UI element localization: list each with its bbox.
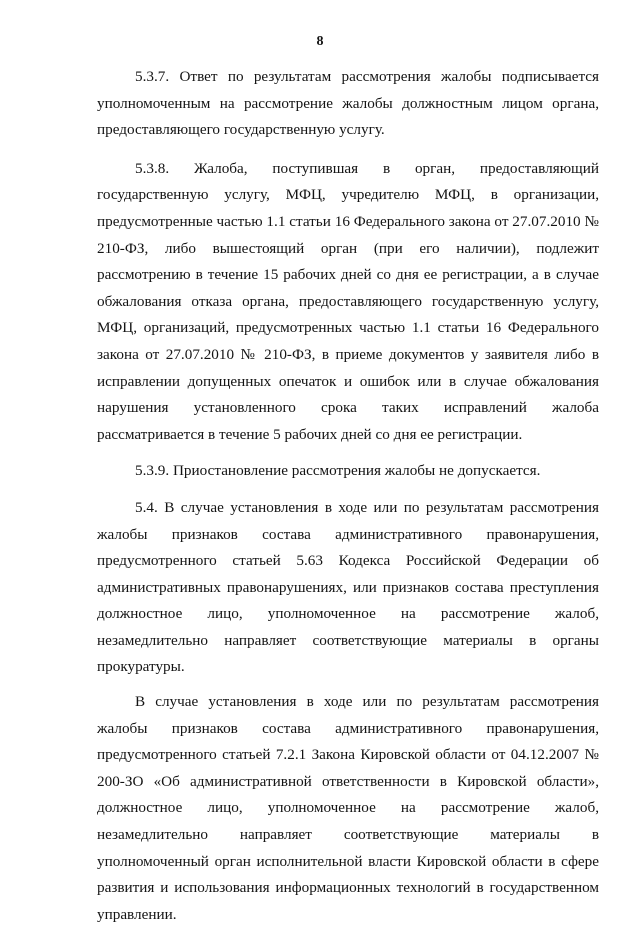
paragraph-5-3-9: 5.3.9. Приостановление рассмотрения жалобы не допускается. <box>135 462 541 480</box>
paragraph-5-3-8: 5.3.8. Жалоба, поступившая в орган, предоставляющий государственную услугу, МФЦ, учредителю МФЦ, в организации, предусмотренные частью 1.1 статьи 16 Федерального закона от 27.07.2010 № 210-ФЗ, либо вышестоящий орган (при его наличии), подлежит рассмотрению в течение 15 рабочих дней со дня ее регистрации, а в случае обжалования отказа органа, предоставляющего государственную услугу, МФЦ, организаций, предусмотренных частью 1.1 статьи 16 Федерального закона от 27.07.2010 № 210-ФЗ, в приеме документов у заявителя либо в исправлении допущенных опечаток и ошибок или в случае обжалования нарушения установленного срока таких исправлений жалоба рассматривается в течение 5 рабочих дней со дня ее регистрации. <box>97 159 599 443</box>
page-number: 8 <box>316 34 324 49</box>
document-body <box>97 64 599 928</box>
paragraph-5-3-7: 5.3.7. Ответ по результатам рассмотрения жалобы подписывается уполномоченным на рассмотрение жалобы должностным лицом органа, предоставляющего государственную услугу. <box>97 68 599 139</box>
paragraph-5-4: 5.4. В случае установления в ходе или по результатам рассмотрения жалобы признаков состава административного правонарушения, предусмотренного статьей 5.63 Кодекса Российской Федерации об административных правонарушениях, или признаков состава преступления должностное лицо, уполномоченное на рассмотрение жалоб, незамедлительно направляет соответствующие материалы в органы прокуратуры. <box>97 498 599 676</box>
paragraph-5-4-continued: В случае установления в ходе или по результатам рассмотрения жалобы признаков состава административного правонарушения, предусмотренного статьей 7.2.1 Закона Кировской области от 04.12.2007 № 200-ЗО «Об административной ответственности в Кировской области», должностное лицо, уполномоченное на рассмотрение жалоб, незамедлительно направляет соответствующие материалы в уполномоченный орган исполнительной власти Кировской области в сфере развития и использования информационных технологий в государственном управлении. <box>97 693 599 923</box>
